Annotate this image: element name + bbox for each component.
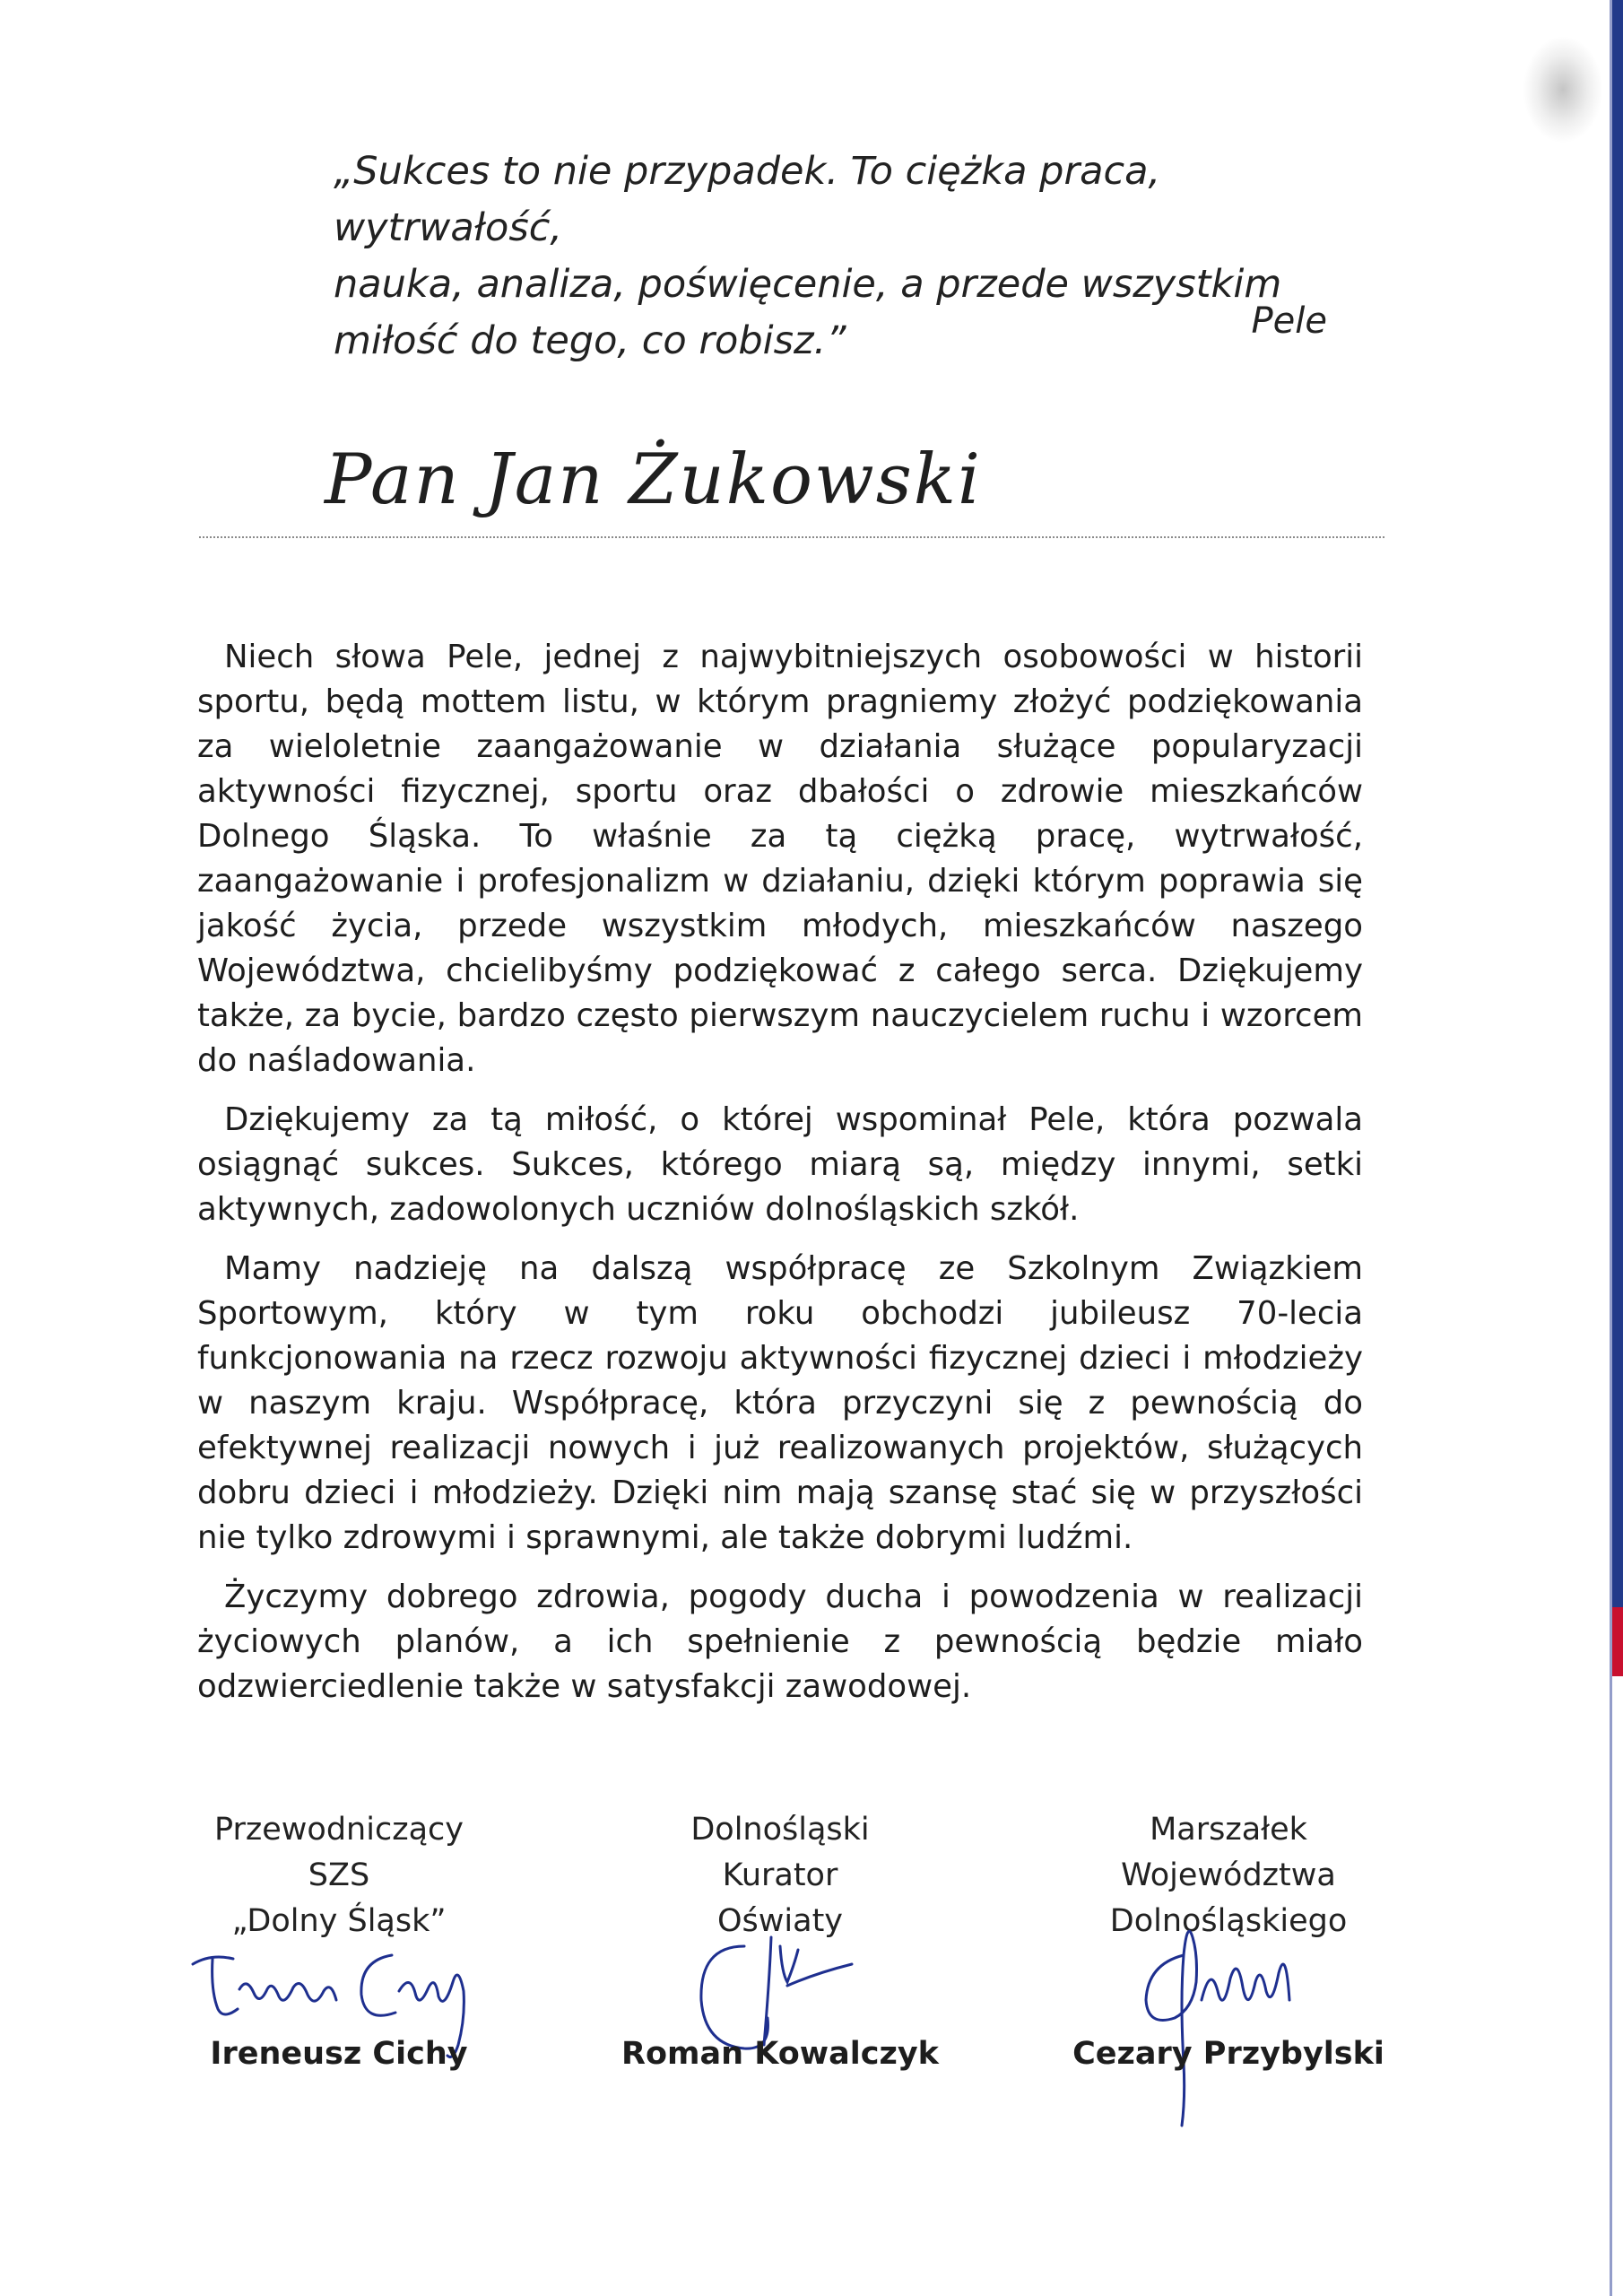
body-paragraph: Niech słowa Pele, jednej z najwybitniejszych osobowości w historii sportu, będą mottem listu, w którym pragniemy złożyć podziękowania za wieloletnie zaangażowanie w działania służące popularyzacji aktywności fizycznej, sportu oraz dbałości o zdrowie mieszkańców Dolnego Śląska. To właśnie za tą ciężką pracę, wytrwałość, zaangażowanie i profesjonalizm w działaniu, dzięki którym poprawia się jakość życia, przede wszystkim młodych, mieszkańców naszego Województwa, chcielibyśmy podziękować z całego serca. Dziękujemy także, za bycie, bardzo często pierwszym nauczycielem ruchu i wzorcem do naśladowania. bbox=[197, 639, 1363, 1079]
body-paragraph: Mamy nadzieję na dalszą współpracę ze Szkolnym Związkiem Sportowym, który w tym roku obchodzi jubileusz 70-lecia funkcjonowania na rzecz rozwoju aktywności fizycznej dzieci i młodzieży w naszym kraju. Współpracę, która przyczyni się z pewnością do efektywnej realizacji nowych i już realizowanych projektów, służących dobru dzieci i młodzieży. Dzięki nim mają szansę stać się w przyszłości nie tylko zdrowymi i sprawnymi, ale także dobrymi ludźmi. bbox=[197, 1250, 1363, 1556]
signatory-title-line: Oświaty bbox=[716, 1903, 844, 1939]
signatory-title-line: „Dolny Śląsk” bbox=[231, 1903, 447, 1939]
signatory-title-line: Przewodniczący bbox=[214, 1812, 464, 1848]
signatory-1-title bbox=[151, 1807, 527, 1944]
body-paragraph: Życzymy dobrego zdrowia, pogody ducha i powodzenia w realizacji życiowych planów, a ich spełnienie z pewnością będzie miało odzwierciedlenie także w satysfakcji zawodowej. bbox=[197, 1578, 1363, 1705]
quote-line: miłość do tego, co robisz.” bbox=[334, 318, 846, 363]
addressee-handwritten: Pan Jan Żukowski bbox=[325, 439, 982, 520]
quote-line: „Sukces to nie przypadek. To ciężka praca, wytrwałość, bbox=[334, 149, 1161, 250]
signatory-title-line: Marszałek bbox=[1150, 1812, 1307, 1848]
signatory-2-name: Roman Kowalczyk bbox=[621, 2036, 939, 2072]
page-edge-blue-stripe bbox=[1612, 0, 1623, 2296]
signatory-1-name: Ireneusz Cichy bbox=[210, 2036, 468, 2072]
scan-smudge bbox=[1523, 36, 1603, 144]
motto-quote bbox=[334, 144, 1356, 370]
signatory-title-line: Kurator bbox=[722, 1857, 838, 1893]
signatory-3-name: Cezary Przybylski bbox=[1072, 2036, 1384, 2072]
quote-line: nauka, analiza, poświęcenie, a przede wszystkim bbox=[334, 262, 1282, 307]
letter-body bbox=[197, 635, 1363, 1724]
signatory-title-line: Dolnośląski bbox=[690, 1812, 870, 1848]
addressee-dotted-line bbox=[199, 536, 1384, 538]
body-paragraph: Dziękujemy za tą miłość, o której wspominał Pele, która pozwala osiągnąć sukces. Sukces, którego miarą są, między innymi, setki aktywnych, zadowolonych uczniów dolnośląskich szkół. bbox=[197, 1101, 1363, 1228]
signatory-title-line: Dolnośląskiego bbox=[1109, 1903, 1348, 1939]
signature-cezary-przybylski bbox=[1121, 1901, 1336, 2138]
signatory-title-line: Województwa bbox=[1121, 1857, 1336, 1893]
page-edge-line bbox=[1610, 0, 1612, 2296]
quote-author: Pele bbox=[1251, 300, 1327, 342]
signatory-title-line: SZS bbox=[308, 1857, 370, 1893]
